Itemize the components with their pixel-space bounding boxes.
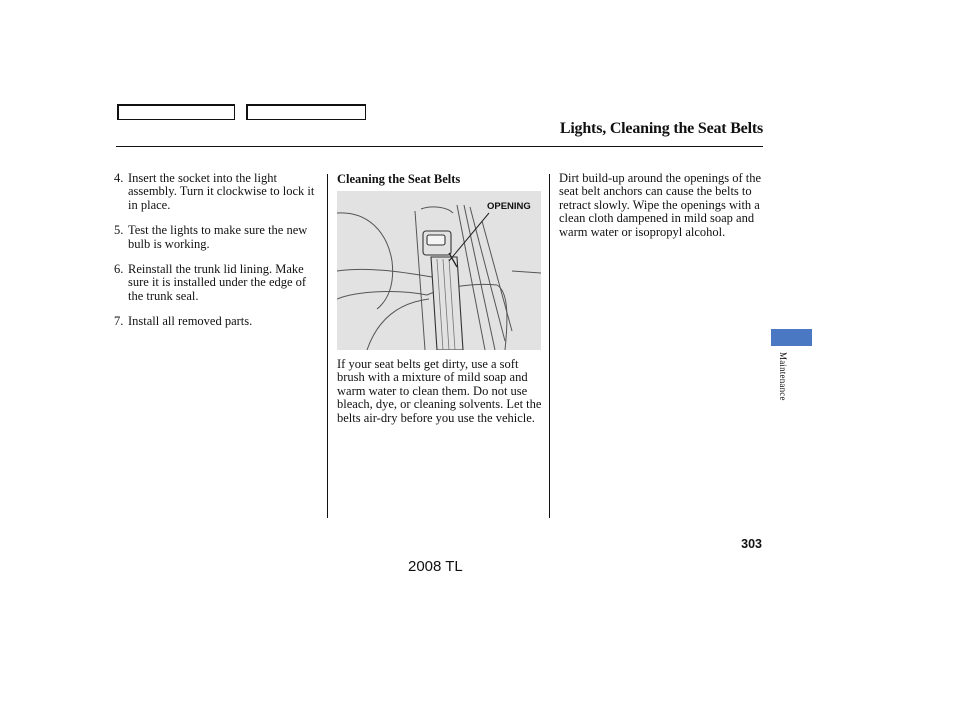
section-tab[interactable] [771,329,812,346]
step-text: Install all removed parts. [128,314,253,329]
nav-next-button[interactable] [246,104,366,120]
anchor-cleaning-note: Dirt build-up around the openings of the seat belt anchors can cause the belts to retract slowly. Wipe the openings with a clean cloth dampened in mild soap and warm water or isopropyl alcohol. [559,171,762,239]
figure-label-opening: OPENING [487,201,531,212]
list-item [114,315,322,328]
step-number: 6. [114,262,124,277]
model-footer: 2008 TL [408,558,463,575]
step-text: Reinstall the trunk lid lining. Make sure it is installed under the edge of the trunk seal. [128,262,307,303]
page-number: 303 [741,537,762,551]
cleaning-instructions: If your seat belts get dirty, use a soft brush with a mixture of mild soap and warm water to clean them. Do not use bleach, dye, or cleaning solvents. Let the belts air-dry before you use the vehicle. [337,357,542,425]
page-title: Lights, Cleaning the Seat Belts [559,120,763,137]
steps-list [114,172,322,341]
column-divider-right [549,174,550,518]
seat-belt-illustration [337,191,541,350]
step-number: 7. [114,314,124,329]
list-item [114,224,322,251]
section-heading: Cleaning the Seat Belts [337,172,461,186]
step-number: 5. [114,223,124,238]
step-number: 4. [114,171,124,185]
list-item [114,172,322,212]
section-tab-label: Maintenance [778,352,788,401]
title-divider [116,146,763,147]
step-text: Test the lights to make sure the new bulb is working. [128,223,308,251]
seat-belt-figure [337,191,541,350]
nav-previous-button[interactable] [117,104,235,120]
step-text: Insert the socket into the light assembly. Turn it clockwise to lock it in place. [128,171,315,212]
column-divider-left [327,174,328,518]
list-item [114,263,322,303]
